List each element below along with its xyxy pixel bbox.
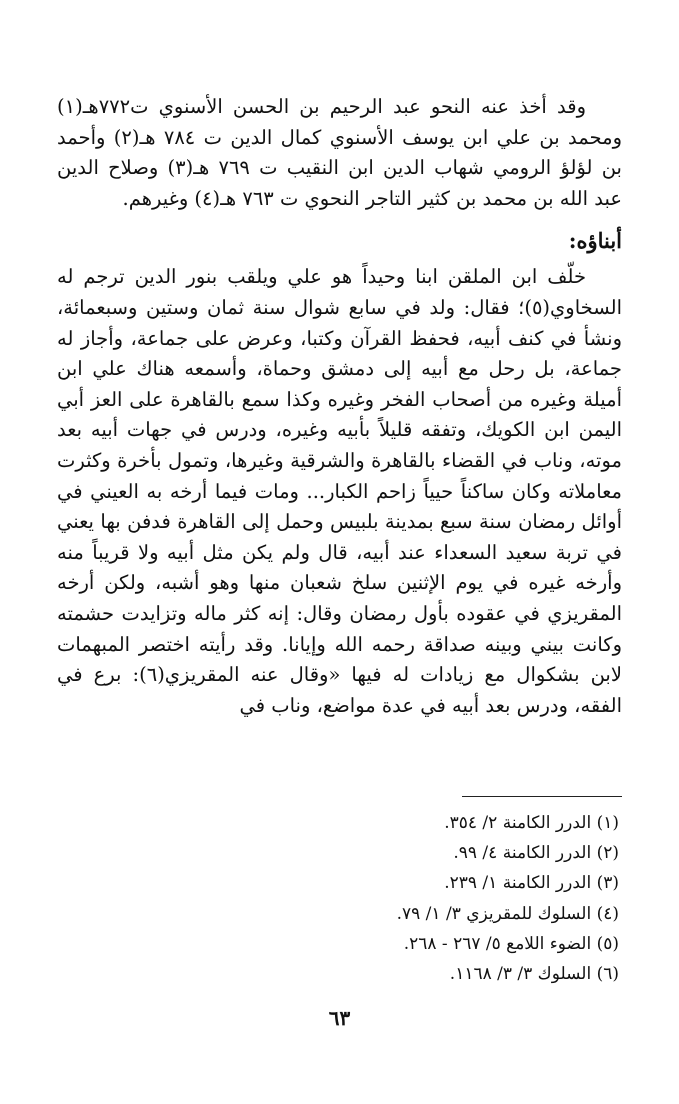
footnote-6: (٦) السلوك ٣/ ٣/ ١١٦٨. [449,964,619,985]
footnote-2: (٢) الدرر الكامنة ٤/ ٩٩. [453,843,619,864]
page-number: ٦٣ [328,1006,351,1030]
footnote-separator [462,796,622,797]
footnote-4: (٤) السلوك للمقريزي ٣/ ١/ ٧٩. [396,903,619,924]
footnote-3: (٣) الدرر الكامنة ١/ ٢٣٩. [444,873,619,894]
main-text [57,92,622,721]
footnote-1: (١) الدرر الكامنة ٢/ ٣٥٤. [444,813,619,833]
footnotes-list [59,808,619,989]
paragraph-text: وقد أخذ عنه النحو عبد الرحيم بن الحسن الأسنوي ت٧٧٢هـ(١) ومحمد بن علي ابن يوسف الأسنوي كمال الدين ت ٧٨٤ هـ(٢) وأحمد بن لؤلؤ الرومي شهاب الدين ابن النقيب ت ٧٦٩ هـ(٣) وصلاح الدين عبد الله بن محمد بن كثير التاجر النحوي ت ٧٦٣ هـ(٤) وغيرهم. [57,95,622,210]
footnote-5: (٥) الضوء اللامع ٥/ ٢٦٧ - ٢٦٨. [403,933,619,954]
paragraph-text: خلّف ابن الملقن ابنا وحيداً هو علي ويلقب بنور الدين ترجم له السخاوي(٥)؛ فقال: ولد في سابع شوال سنة ثمان وستين وسبعمائة، ونشأ في كنف أبيه، فحفظ القرآن وكتبا، وعرض على جماعة، وأجاز له جماعة، بل رحل مع أبيه إلى دمشق وحماة، وأسمعه هناك علي ابن أميلة وغيره من أصحاب الفخر وغيره وكذا سمع بالقاهرة على العز أبي اليمن ابن الكويك، وتفقه قليلاً بأبيه وغيره، ودرس في جهات أبيه بعد موته، وناب في القضاء بالقاهرة والشرقية وغيرها، وتمول بأخرة وكثرت معاملاته وكان ساكناً حيياً زاحم الكبار... ومات فيما أرخه به العيني في أوائل رمضان سنة سبع بمدينة بلبيس وحمل إلى القاهرة فدفن بها يعني في تربة سعيد السعداء عند أبيه، قال ولم يكن مثل أبيه ولا قريباً منه وأرخه غيره في يوم الإثنين سلخ شعبان منها وهو أشبه، ولكن أرخه المقريزي في عقوده بأول رمضان وقال: إنه كثر ماله وتزايدت حشمته وكانت بيني وبينه صداقة رحمه الله وإيانا. وقد رأيته اختصر المبهمات لابن بشكوال مع زيادات له فيها «وقال عنه المقريزي(٦): برع في الفقه، ودرس بعد أبيه في عدة مواضع، وناب في [57,265,622,717]
paragraph-teachers [57,92,622,214]
section-heading-children: أبناؤه: [568,228,622,254]
paragraph-children [57,262,622,721]
